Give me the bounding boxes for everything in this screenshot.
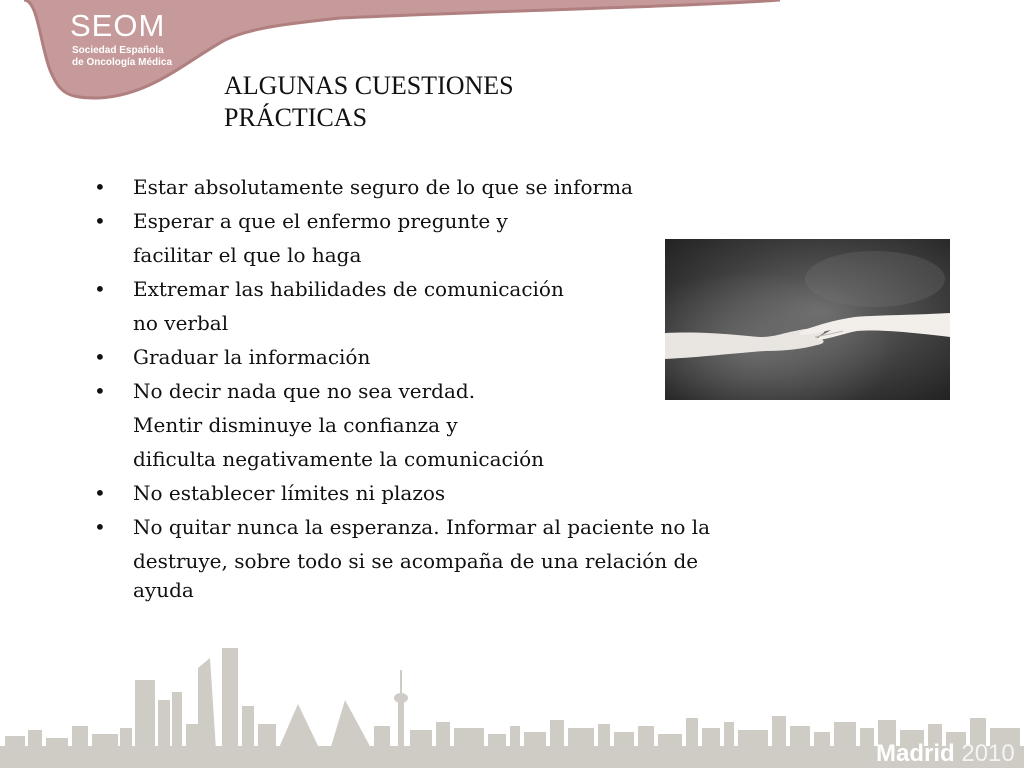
logo-subtitle xyxy=(72,45,172,69)
bullet-item: • No decir nada que no sea verdad. xyxy=(90,374,790,408)
bullet-item: • Graduar la información xyxy=(90,340,790,374)
madrid-skyline-graphic xyxy=(0,640,1024,768)
bullet-item: • Estar absolutamente seguro de lo que se informa xyxy=(90,170,790,204)
bullet-continuation: Mentir disminuye la confianza y xyxy=(133,413,458,437)
bullet-item: • Extremar las habilidades de comunicación xyxy=(90,272,790,306)
slide-title xyxy=(224,70,514,134)
logo-subtitle-line2: de Oncología Médica xyxy=(72,57,173,68)
logo-subtitle-line1: Sociedad Española xyxy=(72,45,164,56)
bullet-continuation: no verbal xyxy=(133,311,229,335)
bullet-item: • No quitar nunca la esperanza. Informar al paciente no la xyxy=(90,510,790,544)
footer-location xyxy=(876,742,1015,766)
hands-touching-photo xyxy=(665,239,950,400)
title-line1: ALGUNAS CUESTIONES xyxy=(224,71,514,100)
logo-name: SEOM xyxy=(70,8,166,43)
title-line2: PRÁCTICAS xyxy=(224,103,368,132)
footer-city: Madrid xyxy=(876,740,955,767)
bullet-continuation: facilitar el que lo haga xyxy=(133,243,362,267)
footer-year: 2010 xyxy=(961,740,1015,767)
bullet-continuation: dificulta negativamente la comunicación xyxy=(133,447,545,471)
bullet-item: • Esperar a que el enfermo pregunte y xyxy=(90,204,790,238)
bullet-continuation: ayuda xyxy=(133,578,194,602)
bullet-continuation: destruye, sobre todo si se acompaña de una relación de xyxy=(133,549,699,573)
bullet-item: • No establecer límites ni plazos xyxy=(90,476,790,510)
